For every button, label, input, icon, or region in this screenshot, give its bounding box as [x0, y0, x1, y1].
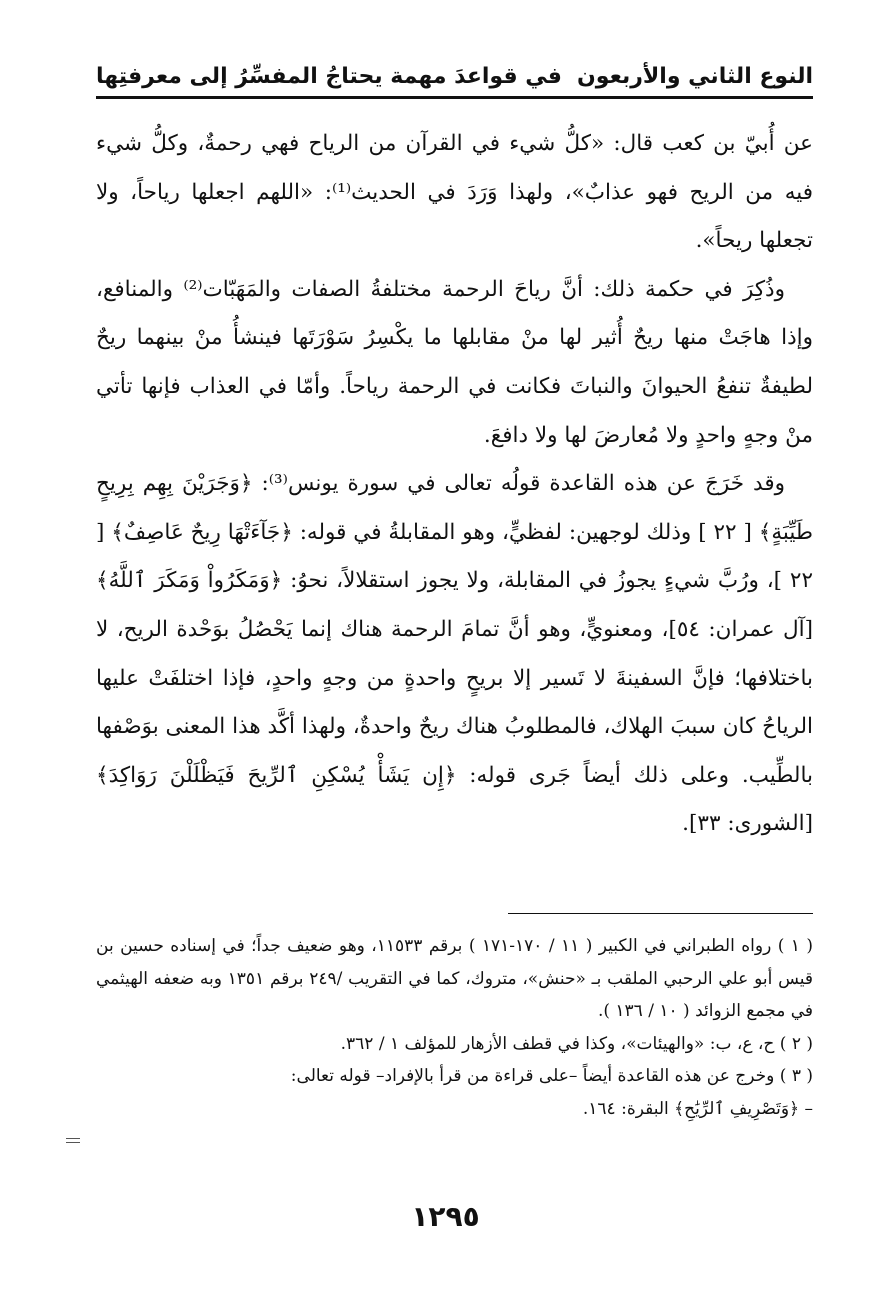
paragraph-3: وقد خَرَجَ عن هذه القاعدة قولُه تعالى في سورة يونس⁽³⁾: ﴿وَجَرَيْنَ بِهِم بِرِيحٍ طَيِّبَةٍ﴾ [ ٢٢ ] وذلك لوجهين: لفظيٍّ، وهو المقابلةُ في قوله: ﴿جَآءَتْهَا رِيحٌ عَاصِفٌ﴾ [ ٢٢ ]، ورُبَّ شيءٍ يجوزُ في المقابلة، ولا يجوز استقلالاً، نحوُ: ﴿وَمَكَرُواْ وَمَكَرَ ٱللَّهُ﴾ [آل عمران: ٥٤]، ومعنويٍّ، وهو أنَّ تمامَ الرحمة هناك إنما يَحْصُلُ بوَحْدة الريح، لا باختلافها؛ فإنَّ السفينةَ لا تَسير إلا بريحٍ واحدةٍ من وجهٍ واحدٍ، فإذا اختلفَتْ عليها الرياحُ كان سببَ الهلاك، فالمطلوبُ هناك ريحٌ واحدةٌ، ولهذا أكَّد هذا المعنى بوَصْفها بالطِّيب. وعلى ذلك أيضاً جَرى قوله: ﴿إِن يَشَأْ يُسْكِنِ ٱلرِّيحَ فَيَظْلَلْنَ رَوَاكِدَ﴾ [الشورى: ٣٣].	[96, 471, 814, 837]
paragraph-1: عن أُبيّ بن كعب قال: «كلُّ شيء في القرآن من الرياح فهي رحمةٌ، وكلُّ شيء فيه من الريح فهو عذابٌ»، ولهذا وَرَدَ في الحديث⁽¹⁾: «اللهم اجعلها رياحاً، ولا تجعلها ريحاً».	[96, 131, 813, 254]
header-section-title: في قواعدَ مهمة يحتاجُ المفسِّرُ إلى معرفتِها	[96, 64, 562, 90]
footnote-3: ( ٣ ) وخرج عن هذه القاعدة أيضاً –على قراءة من قرأ بالإفراد– قوله تعالى:	[290, 1066, 813, 1087]
footnote-1: ( ١ ) رواه الطبراني في الكبير ( ١١ / ١٧٠-١٧١ ) برقم ١١٥٣٣، وهو ضعيف جداً؛ في إسناده حسين بن قيس أبو علي الرحبي الملقب بـ «حنش»، متروك، كما في التقريب /٢٤٩ برقم ١٣٥١ وبه ضعفه الهيثمي في مجمع الزوائد ( ١٠ / ١٣٦ ).	[96, 936, 813, 1022]
footnotes	[96, 930, 813, 1126]
page-number: ١٢٩٥	[411, 1200, 480, 1233]
main-text	[96, 120, 813, 849]
header-rule	[96, 96, 813, 99]
margin-mark	[66, 1138, 80, 1146]
footnote-separator	[508, 913, 813, 914]
footnote-3-continuation: – ﴿وَتَصْرِيفِ ٱلرِّيَٰحِ﴾ البقرة: ١٦٤.	[582, 1098, 813, 1119]
running-header	[96, 48, 813, 92]
paragraph-2: وذُكِرَ في حكمة ذلك: أنَّ رياحَ الرحمة مختلفةُ الصفات والمَهَبّات⁽²⁾ والمنافع، وإذا هاجَتْ منها ريحٌ أُثير لها منْ مقابلها ما يكْسِرُ سَوْرَتَها فينشأُ منْ بينهما ريحٌ لطيفةٌ تنفعُ الحيوانَ والنباتَ فكانت في الرحمة رياحاً. وأمّا في العذاب فإنها تأتي منْ وجهٍ واحدٍ ولا مُعارضَ لها ولا دافعَ.	[96, 276, 813, 448]
footnote-2: ( ٢ ) ح، ع، ب: «والهيئات»، وكذا في قطف الأزهار للمؤلف ١ / ٣٦٢.	[340, 1033, 813, 1054]
header-chapter-title: النوع الثاني والأربعون	[577, 64, 813, 90]
